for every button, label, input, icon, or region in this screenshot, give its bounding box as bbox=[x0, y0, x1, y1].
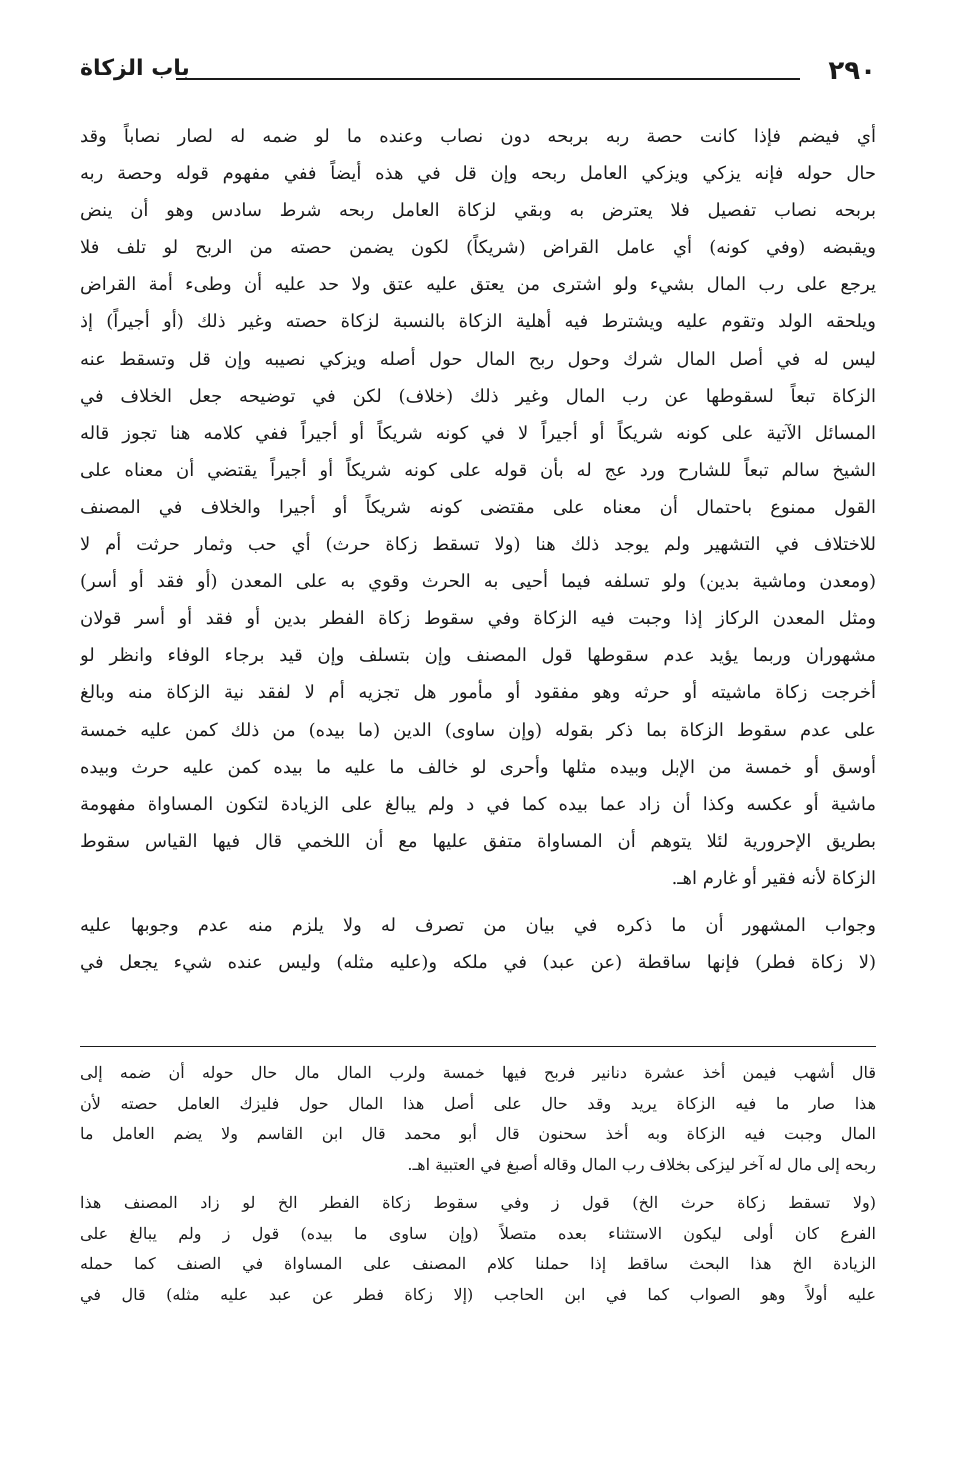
footnote-line: المال وجبت فيه الزكاة وبه أخذ سحنون قال أبو محمد قال ابن القاسم ولا يضم العامل ما bbox=[80, 1124, 876, 1143]
footnote-line: هذا صار ما فيه الزكاة يريد وقد حال على أصل هذا المال حول فليزك العامل حصته لأن bbox=[80, 1093, 876, 1113]
footnote-line: الفرع كان أولى ليكون الاستثناء بعده متصلاً (وإن ساوى ما بيده) قول ز ولم يبالغ على bbox=[80, 1223, 876, 1243]
text-line: ماشية أو عكسه وكذا أن زاد عما بيده كما في د ولم يبالغ على الزيادة لتكون المساواة مفهومة bbox=[80, 793, 876, 815]
paragraph-1 bbox=[80, 118, 876, 897]
text-line: الشيخ سالم تبعاً للشارح ورد عج له بأن قوله على كونه شريكاً أو أجيراً يقتضي أن معناه على bbox=[80, 459, 876, 481]
footnote-2 bbox=[80, 1188, 876, 1310]
page-number: ٢٩٠ bbox=[828, 56, 876, 86]
text-line: للاختلاف في التشهير ولم يوجد ذلك هنا (ولا تسقط زكاة حرث) أي حب وثمار حرثت أم لا bbox=[80, 534, 876, 556]
main-text bbox=[80, 118, 876, 981]
text-line: (ومعدن وماشية بدين) ولو تسلفه فيما أحيى به الحرث وقوي به على المعدن (أو فقد أو أسر) bbox=[80, 571, 876, 593]
text-line: ليس له في أصل المال شرك وحول ربح المال حول أصله ويزكي نصيبه وإن قل وتسقط عنه bbox=[80, 348, 876, 370]
text-line: أوسق أو خمسة من الإبل وبيده مثلها وأحرى لو خالف ما عليه ما بيده كمن عليه حرث وبيده bbox=[80, 756, 876, 778]
footnote-line: (ولا تسقط زكاة حرث الخ) قول ز وفي سقوط زكاة الفطر الخ لو زاد المصنف هذا bbox=[80, 1193, 876, 1212]
paragraph-2 bbox=[80, 907, 876, 981]
footnote-line: ربحه إلى مال له آخر ليزكى بخلاف رب المال وقاله أصبغ في العتبية اهـ. bbox=[407, 1154, 876, 1174]
text-line: أي فيضم فإذا كانت حصة ربه بربحه دون نصاب وعنده ما لو ضمه له لصار نصاباً وقد bbox=[80, 126, 876, 147]
header-rule bbox=[176, 78, 800, 80]
footnote-line: الزيادة الخ هذا البحث ساقط إذا حملنا كلام المصنف على المساواة في الصنف كما حمله bbox=[80, 1254, 876, 1273]
footnote-line: قال أشهب فيمن أخذ عشرة دنانير فربح فيها خمسة ولرب المال مال حال حوله أن ضمه إلى bbox=[80, 1063, 876, 1082]
text-line: ويقبضه (وفي كونه) أي عامل القراض (شريكاً) لكون يضمن حصته من الربح لو تلف فلا bbox=[80, 237, 876, 259]
text-line: حال حوله فإنه يزكي ويزكي العامل ربحه وإن قل في هذه أيضاً ففي مفهوم قوله وحصة ربه bbox=[80, 163, 876, 185]
text-line: المسائل الآتية على كونه شريكاً أو أجيراً لا في كونه شريكاً أو أجيراً ففي كلامه هنا تجوز قاله bbox=[80, 422, 876, 444]
text-line: بطريق الإحرورية لئلا يتوهم أن المساواة متفق عليها مع أن اللخمي قال فيها القياس سقوط bbox=[80, 830, 876, 852]
text-line: بربحه نصاب تفصيل فلا يعترض به وبقي لزكاة العامل ربحه شرط سادس وهو أن ينض bbox=[80, 200, 876, 222]
page-header bbox=[80, 54, 876, 90]
text-line: يرجع على رب المال بشيء ولو اشترى من يعتق عليه عتق ولا حد عليه أن وطىء أمة القراض bbox=[80, 274, 876, 296]
text-line: أخرجت زكاة ماشيته أو حرثه وهو مفقود أو مأمور هل تجزيه أم لا لفقد نية الزكاة منه وبالغ bbox=[80, 682, 876, 704]
chapter-title: باب الزكاة bbox=[80, 56, 190, 81]
text-line: الزكاة لأنه فقير أو غارم اهـ. bbox=[671, 867, 876, 889]
footnotes bbox=[80, 1058, 876, 1310]
text-line: (لا زكاة فطر) فإنها ساقطة (عن عبد) في ملكه و(عليه مثله) وليس عنده شيء يجعل في bbox=[80, 952, 876, 974]
footnote-line: عليه أولاً وهو الصواب كما في ابن الحاجب (إلا زكاة فطر عن عبد عليه مثله) قال في bbox=[80, 1284, 876, 1304]
text-line: وجواب المشهور أن ما ذكره في بيان من تصرف له ولا يلزم منه عدم وجوبها عليه bbox=[80, 914, 876, 936]
text-line: الزكاة تبعاً لسقوطها عن رب المال وغير ذلك (خلاف) لكن في توضيحه جعل الخلاف في bbox=[80, 385, 876, 407]
footnote-1 bbox=[80, 1058, 876, 1180]
footnote-separator bbox=[80, 1046, 876, 1047]
text-line: القول ممنوع باحتمال أن معناه على مقتضى كونه شريكاً أو أجيرا والخلاف في المصنف bbox=[80, 496, 876, 518]
text-line: ويلحقه الولد وتقوم عليه ويشترط فيه أهلية الزكاة بالنسبة لزكاة حصته وغير ذلك (أو أجيراً) إذ bbox=[80, 311, 876, 333]
text-line: على عدم سقوط الزكاة بما ذكر بقوله (وإن ساوى) الدين (ما بيده) من ذلك كمن عليه خمسة bbox=[80, 719, 876, 741]
text-line: مشهوران وربما يؤيد عدم سقوطها قول المصنف وإن بتسلف وإن قيد برجاء الوفاء وانظر لو bbox=[80, 645, 876, 667]
text-line: ومثل المعدن الركاز إذا وجبت فيه الزكاة وفي سقوط زكاة الفطر بدين أو فقد أو أسر قولان bbox=[80, 608, 876, 630]
